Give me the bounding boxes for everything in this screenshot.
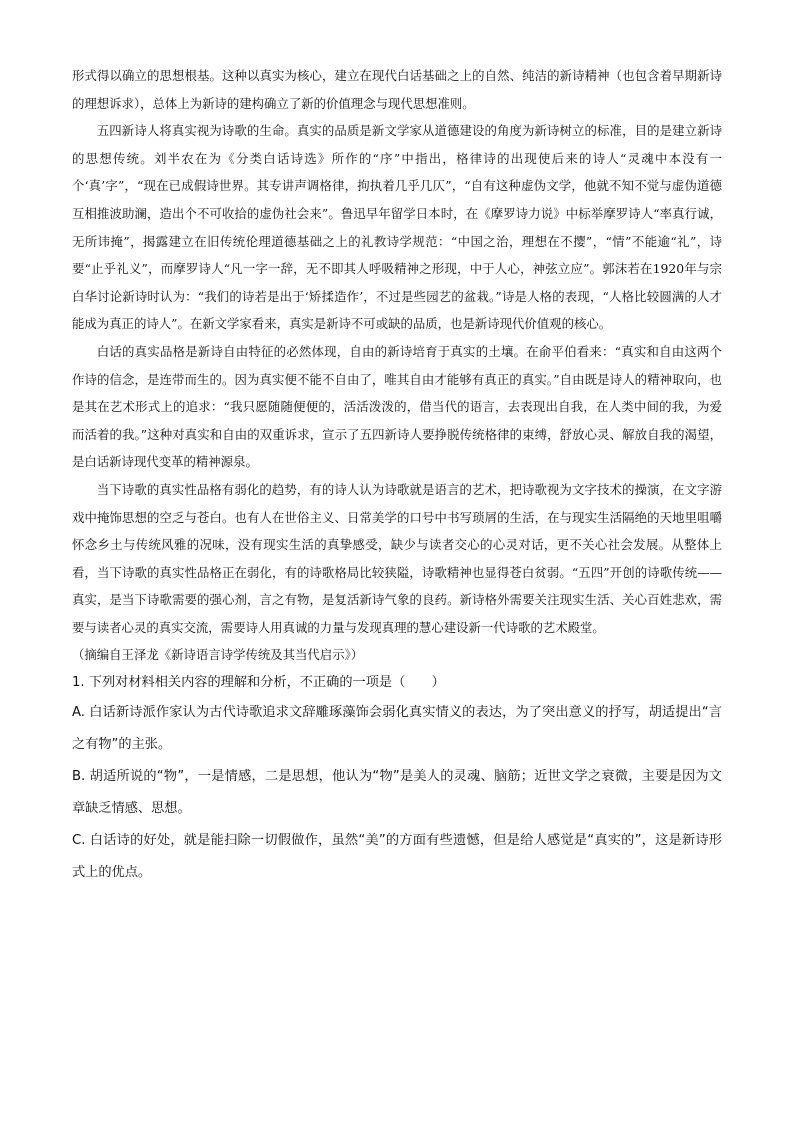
option-b[interactable]: B. 胡适所说的“物”，一是情感，二是思想，他认为“物”是美人的灵魂、脑筋；近世文学之衰微，主要是因为文章缺乏情感、思想。 (72, 769, 722, 817)
article-paragraph-4: 当下诗歌的真实性品格有弱化的趋势，有的诗人认为诗歌就是语言的艺术，把诗歌视为文字技术的操演，在文字游戏中掩饰思想的空乏与苍白。也有人在世俗主义、日常美学的口号中书写琐屑的生活，在与现实生活隔绝的天地里咀嚼怀念乡土与传统风雅的况味，没有现实生活的真挚感受，缺少与读者交心的心灵对话，更不关心社会发展。从整体上看，当下诗歌的真实性品格正在弱化，有的诗歌格局比较狭隘，诗歌精神也显得苍白贫弱。“五四”开创的诗歌传统——真实，是当下诗歌需要的强心剂，言之有物，是复活新诗气象的良药。新诗格外需要关注现实生活、关心百姓悲欢，需要与读者心灵的真实交流，需要诗人用真诚的力量与发现真理的慧心建设新一代诗歌的艺术殿堂。 (72, 481, 722, 635)
article-body (72, 62, 722, 669)
article-paragraph-2: 五四新诗人将真实视为诗歌的生命。真实的品质是新文学家从道德建设的角度为新诗树立的标准，目的是建立新诗的思想传统。刘半农在为《分类白话诗选》所作的“序”中指出，格律诗的出现使后来的诗人“灵魂中本没有一个‘真’字”，“现在已成假诗世界。其专讲声调格律，拘执着几乎几仄”，“自有这种虚伪文学，他就不知不觉与虚伪道德互相推波助澜，造出个不可收拾的虚伪社会来”。鲁迅早年留学日本时，在《摩罗诗力说》中标举摩罗诗人“率真行诚，无所讳掩”，揭露建立在旧传统伦理道德基础之上的礼教诗学规范：“中国之治，理想在不撄”，“情”不能逾“礼”，诗要“止乎礼义”，而摩罗诗人“凡一字一辞，无不即其人呼吸精神之形现，中于人心，神弦立应”。郭沫若在1920年与宗白华讨论新诗时认为：“我们的诗若是出于‘矫揉造作’，不过是些园艺的盆栽。”诗是人格的表现，“人格比较圆满的人才能成为真正的诗人”。在新文学家看来，真实是新诗不可或缺的品质，也是新诗现代价值观的核心。 (72, 123, 722, 332)
option-a[interactable]: A. 白话新诗派作家认为古代诗歌追求文辞雕琢藻饰会弱化真实情义的表达，为了突出意义的抒写，胡适提出“言之有物”的主张。 (72, 705, 722, 753)
article-paragraph-3: 白话的真实品格是新诗自由特征的必然体现，自由的新诗培育于真实的土壤。在俞平伯看来：“真实和自由这两个作诗的信念，是连带而生的。因为真实便不能不自由了，唯其自由才能够有真正的真实。”自由既是诗人的精神取向，也是其在艺术形式上的追求：“我只愿随随便便的，活活泼泼的，借当代的语言，去表现出自我，在人类中间的我，为爱而活着的我。”这种对真实和自由的双重诉求，宣示了五四新诗人要挣脱传统格律的束缚，舒放心灵、解放自我的渴望，是白话新诗现代变革的精神源泉。 (72, 343, 722, 470)
article-source: （摘编自王泽龙《新诗语言诗学传统及其当代启示》） (72, 647, 364, 663)
question-stem: 1. 下列对材料相关内容的理解和分析，不正确的一项是（ ） (72, 675, 445, 691)
option-c[interactable]: C. 白话诗的好处，就是能扫除一切假做作，虽然“美”的方面有些遗憾，但是给人感觉是“真实的”，这是新诗形式上的优点。 (72, 833, 722, 881)
question-1 (72, 669, 722, 889)
article-paragraph-1: 形式得以确立的思想根基。这种以真实为核心，建立在现代白话基础之上的自然、纯洁的新诗精神（也包含着早期新诗的理想诉求），总体上为新诗的建构确立了新的价值理念与现代思想准则。 (72, 68, 722, 111)
